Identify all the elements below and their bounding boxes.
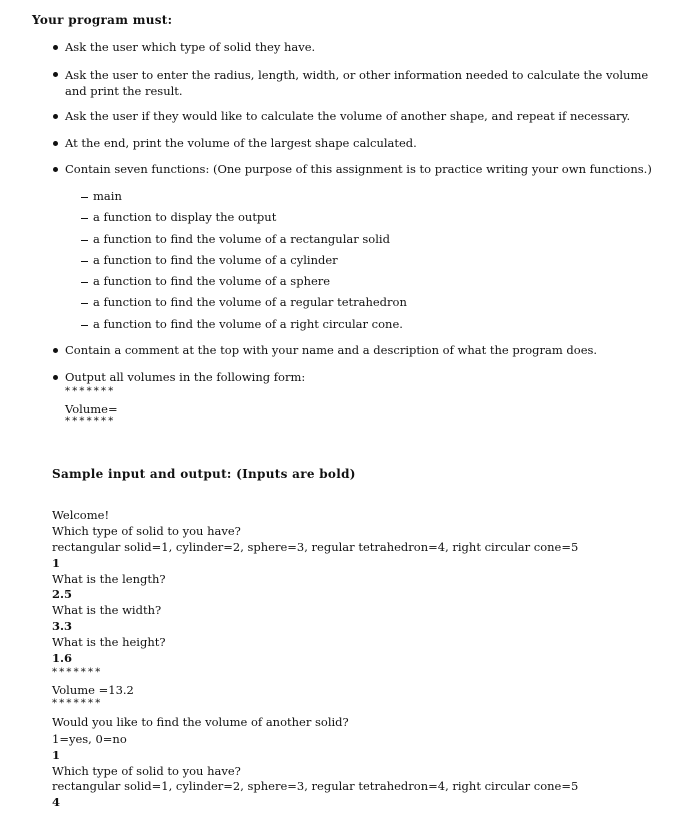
dash-marker bbox=[81, 240, 88, 241]
dash-marker bbox=[81, 282, 88, 283]
dash-marker bbox=[81, 197, 88, 198]
requirement-item: Ask the user which type of solid they have. bbox=[65, 40, 316, 54]
output-volume-label: Volume= bbox=[65, 402, 118, 416]
dash-marker bbox=[81, 218, 88, 219]
bullet-dot bbox=[53, 167, 58, 172]
bullet-dot bbox=[53, 141, 58, 146]
sample-line: Would you like to find the volume of another solid? bbox=[52, 715, 349, 729]
dash-marker bbox=[81, 261, 88, 262]
sample-line: Which type of solid to you have? bbox=[52, 764, 241, 778]
function-item: a function to display the output bbox=[93, 210, 277, 224]
function-item: a function to find the volume of a rectangular solid bbox=[93, 232, 390, 246]
sample-heading: Sample input and output: (Inputs are bold) bbox=[52, 467, 356, 481]
sample-input: 1 bbox=[52, 556, 61, 570]
function-item: a function to find the volume of a right circular cone. bbox=[93, 317, 403, 331]
sample-line: Which type of solid to you have? bbox=[52, 524, 241, 538]
bullet-dot bbox=[53, 114, 58, 119]
sample-line: rectangular solid=1, cylinder=2, sphere=3, regular tetrahedron=4, right circular cone=5 bbox=[52, 540, 579, 554]
sample-input: 4 bbox=[52, 795, 61, 809]
bullet-dot bbox=[53, 348, 58, 353]
sample-line: What is the width? bbox=[52, 603, 162, 617]
sample-line: 1=yes, 0=no bbox=[52, 732, 127, 746]
function-item: main bbox=[93, 189, 122, 203]
sample-input: 1 bbox=[52, 748, 61, 762]
sample-stars: ******* bbox=[52, 667, 103, 678]
requirements-heading: Your program must: bbox=[32, 13, 173, 27]
output-stars-bottom: ******* bbox=[65, 416, 116, 427]
requirement-item: At the end, print the volume of the largest shape calculated. bbox=[65, 136, 417, 150]
bullet-dot bbox=[53, 375, 58, 380]
sample-input: 2.5 bbox=[52, 587, 73, 601]
requirement-item: Contain a comment at the top with your name and a description of what the program does. bbox=[65, 343, 598, 357]
sample-line: Volume =13.2 bbox=[52, 683, 134, 697]
function-item: a function to find the volume of a cylinder bbox=[93, 253, 338, 267]
requirement-item: Output all volumes in the following form: bbox=[65, 370, 306, 384]
sample-line: What is the height? bbox=[52, 635, 166, 649]
bullet-dot bbox=[53, 45, 58, 50]
dash-marker bbox=[81, 325, 88, 326]
requirement-item: Ask the user to enter the radius, length, width, or other information needed to calculate the volume and print the result. bbox=[65, 68, 649, 98]
requirement-item: Contain seven functions: (One purpose of this assignment is to practice writing your own functions.) bbox=[65, 162, 652, 176]
function-item: a function to find the volume of a regular tetrahedron bbox=[93, 295, 407, 309]
sample-line: rectangular solid=1, cylinder=2, sphere=3, regular tetrahedron=4, right circular cone=5 bbox=[52, 779, 579, 793]
sample-line: What is the length? bbox=[52, 572, 166, 586]
sample-stars: ******* bbox=[52, 698, 103, 709]
bullet-dot bbox=[53, 72, 58, 77]
requirement-item: Ask the user if they would like to calculate the volume of another shape, and repeat if necessary. bbox=[65, 109, 631, 123]
function-item: a function to find the volume of a sphere bbox=[93, 274, 331, 288]
sample-input: 1.6 bbox=[52, 651, 73, 665]
sample-input: 3.3 bbox=[52, 619, 73, 633]
sample-line: Welcome! bbox=[52, 508, 110, 522]
output-stars-top: ******* bbox=[65, 386, 116, 397]
dash-marker bbox=[81, 303, 88, 304]
